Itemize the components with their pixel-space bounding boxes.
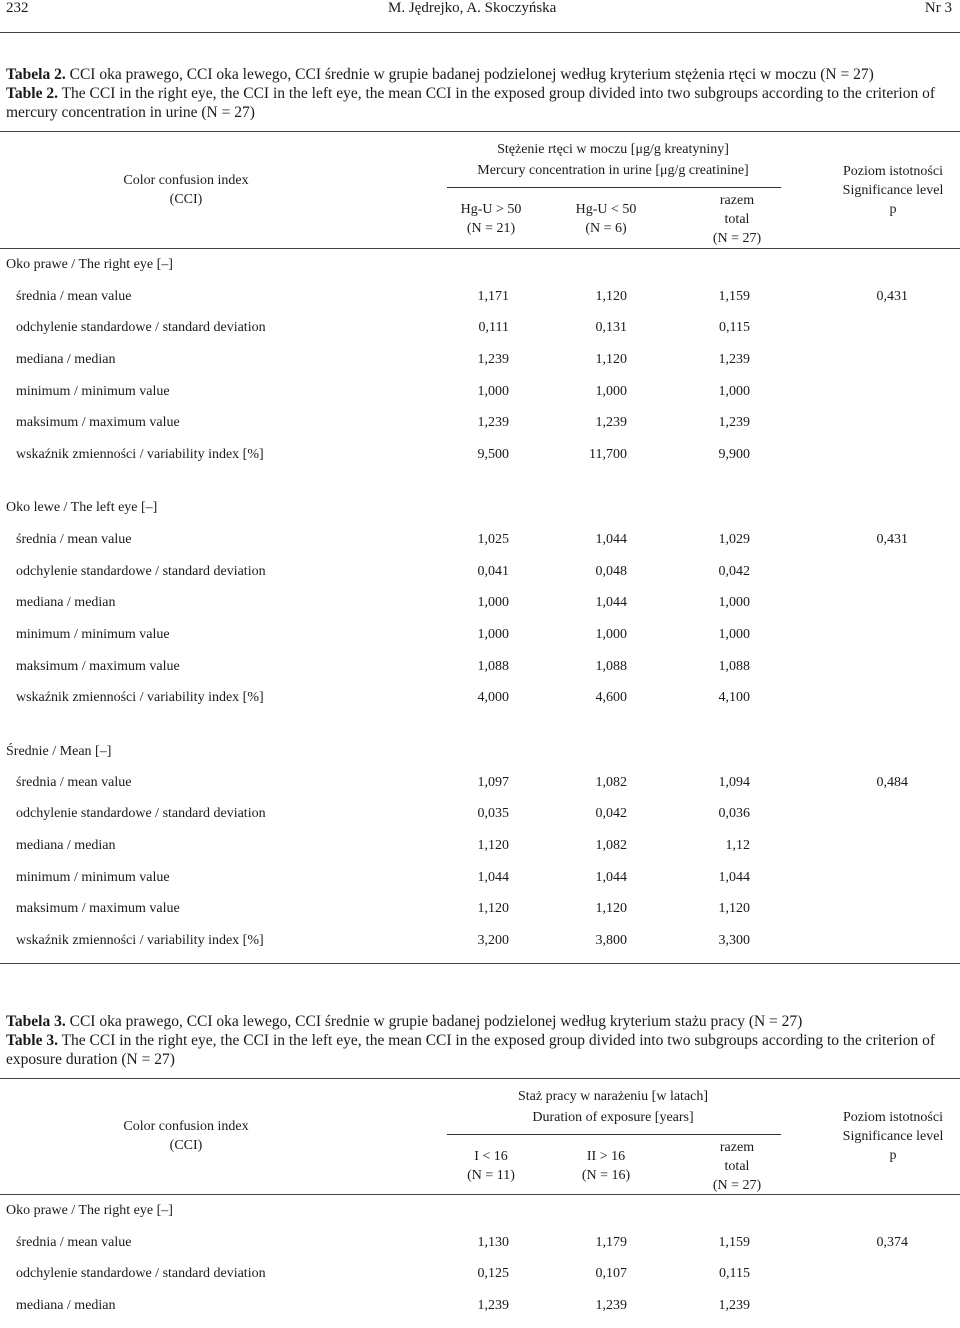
cell-col1: 1,000	[477, 595, 509, 610]
section-title: Średnie / Mean [–]	[6, 744, 112, 759]
cell-col2: 1,082	[595, 775, 627, 790]
cell-col2: 1,044	[595, 870, 627, 885]
cell-col3: 1,159	[718, 289, 750, 304]
cell-col1: 1,120	[477, 838, 509, 853]
cell-col2: 0,131	[595, 320, 627, 335]
group-head-en: Duration of exposure [years]	[532, 1110, 694, 1125]
cell-col1: 1,239	[477, 352, 509, 367]
section-title: Oko prawe / The right eye [–]	[6, 1203, 173, 1218]
header-rule	[0, 32, 960, 33]
group-head-rule	[447, 187, 781, 188]
table3-top-rule	[0, 1078, 960, 1079]
row-label: maksimum / maximum value	[16, 901, 180, 916]
running-authors: M. Jędrejko, A. Skoczyńska	[388, 0, 557, 16]
row-label: średnia / mean value	[16, 289, 132, 304]
table2-caption-pl	[6, 66, 956, 85]
cell-col1: 1,097	[477, 775, 509, 790]
cell-col3: 4,100	[718, 690, 750, 705]
cell-sig: 0,431	[876, 532, 908, 547]
cell-col3: 3,300	[718, 933, 750, 948]
table3-label-pl: Tabela 3.	[6, 1013, 66, 1030]
cell-col1: 1,000	[477, 627, 509, 642]
cell-col2: 1,000	[595, 384, 627, 399]
cell-col1: 0,125	[477, 1266, 509, 1281]
cell-col2: 1,088	[595, 659, 627, 674]
cell-col2: 4,600	[595, 690, 627, 705]
table2-head-rule	[0, 248, 960, 249]
table3-caption-en-text: The CCI in the right eye, the CCI in the left eye, the mean CCI in the exposed group divided into two subgroups according to the criterion of exposure duration (N = 27)	[6, 1032, 935, 1068]
sig-head: Poziom istotności Significance level p	[842, 1110, 944, 1163]
col1-head: I < 16 (N = 11)	[467, 1149, 515, 1183]
row-label: maksimum / maximum value	[16, 659, 180, 674]
cell-col2: 0,042	[595, 806, 627, 821]
col1-head: Hg-U > 50 (N = 21)	[460, 202, 522, 236]
sig-head: Poziom istotności Significance level p	[842, 164, 944, 217]
issue-number: Nr 3	[924, 0, 952, 16]
section-title: Oko lewe / The left eye [–]	[6, 500, 158, 515]
cell-col2: 1,239	[595, 415, 627, 430]
table2-caption-pl-text: CCI oka prawego, CCI oka lewego, CCI średnie w grupie badanej podzielonej według kryterium stężenia rtęci w moczu (N = 27)	[65, 66, 874, 83]
row-label: minimum / minimum value	[16, 870, 170, 885]
cell-sig: 0,484	[876, 775, 908, 790]
row-label: odchylenie standardowe / standard deviation	[16, 320, 266, 335]
cell-col2: 1,044	[595, 595, 627, 610]
cell-col3: 1,120	[718, 901, 750, 916]
cell-col1: 1,171	[477, 289, 509, 304]
row-label: odchylenie standardowe / standard deviation	[16, 806, 266, 821]
row-label: mediana / median	[16, 352, 116, 367]
group-head-pl: Stężenie rtęci w moczu [μg/g kreatyniny]	[497, 142, 729, 157]
cell-col3: 1,000	[718, 384, 750, 399]
col3-head: razem total (N = 27)	[712, 1140, 762, 1193]
cell-col2: 11,700	[589, 447, 627, 462]
row-label: minimum / minimum value	[16, 627, 170, 642]
cell-col2: 1,120	[595, 289, 627, 304]
col2-head: II > 16 (N = 16)	[581, 1149, 631, 1183]
cell-col2: 1,120	[595, 901, 627, 916]
row-label: średnia / mean value	[16, 532, 132, 547]
cell-col2: 1,044	[595, 532, 627, 547]
row-label: mediana / median	[16, 838, 116, 853]
group-head-rule	[447, 1134, 781, 1135]
cell-sig: 0,431	[876, 289, 908, 304]
row-label: średnia / mean value	[16, 775, 132, 790]
cell-col1: 1,239	[477, 415, 509, 430]
cell-col3: 0,036	[718, 806, 750, 821]
section-title: Oko prawe / The right eye [–]	[6, 257, 173, 272]
table2-bottom-rule	[0, 963, 960, 964]
row-label: minimum / minimum value	[16, 384, 170, 399]
cell-col3: 1,088	[718, 659, 750, 674]
cell-col1: 1,025	[477, 532, 509, 547]
cell-col3: 1,239	[718, 415, 750, 430]
row-label-head: Color confusion index (CCI)	[123, 1119, 249, 1153]
cell-col3: 0,115	[719, 1266, 750, 1281]
cell-col1: 4,000	[477, 690, 509, 705]
row-label-head: Color confusion index (CCI)	[123, 173, 249, 207]
cell-col2: 1,179	[595, 1235, 627, 1250]
cell-col2: 0,048	[595, 564, 627, 579]
cell-col1: 1,044	[477, 870, 509, 885]
row-label: średnia / mean value	[16, 1235, 132, 1250]
cell-col3: 1,000	[718, 595, 750, 610]
row-label: maksimum / maximum value	[16, 415, 180, 430]
table3-caption-pl	[6, 1013, 956, 1032]
cell-col1: 1,088	[477, 659, 509, 674]
cell-col1: 0,111	[478, 320, 509, 335]
page-number: 232	[6, 0, 29, 16]
row-label: odchylenie standardowe / standard deviation	[16, 1266, 266, 1281]
group-head-pl: Staż pracy w narażeniu [w latach]	[517, 1089, 709, 1104]
cell-col2: 1,000	[595, 627, 627, 642]
cell-sig: 0,374	[876, 1235, 908, 1250]
cell-col1: 1,239	[477, 1298, 509, 1313]
cell-col3: 1,159	[718, 1235, 750, 1250]
table2-caption-en-text: The CCI in the right eye, the CCI in the left eye, the mean CCI in the exposed group divided into two subgroups according to the criterion of mercury concentration in urine (N = 27)	[6, 85, 935, 121]
table2-label-pl: Tabela 2.	[6, 66, 66, 83]
col2-head: Hg-U < 50 (N = 6)	[575, 202, 637, 236]
cell-col2: 1,082	[595, 838, 627, 853]
cell-col2: 3,800	[595, 933, 627, 948]
row-label: mediana / median	[16, 1298, 116, 1313]
cell-col3: 1,12	[725, 838, 750, 853]
cell-col3: 1,239	[718, 352, 750, 367]
cell-col3: 1,029	[718, 532, 750, 547]
row-label: odchylenie standardowe / standard deviation	[16, 564, 266, 579]
table2-label-en: Table 2.	[6, 85, 58, 102]
cell-col3: 1,239	[718, 1298, 750, 1313]
table3-caption-en	[6, 1032, 956, 1069]
cell-col3: 0,042	[718, 564, 750, 579]
cell-col1: 0,041	[477, 564, 509, 579]
cell-col2: 0,107	[595, 1266, 627, 1281]
table3-label-en: Table 3.	[6, 1032, 58, 1049]
row-label: mediana / median	[16, 595, 116, 610]
table3-caption-pl-text: CCI oka prawego, CCI oka lewego, CCI średnie w grupie badanej podzielonej według kryterium stażu pracy (N = 27)	[65, 1013, 803, 1030]
cell-col1: 0,035	[477, 806, 509, 821]
cell-col3: 1,094	[718, 775, 750, 790]
row-label: wskaźnik zmienności / variability index [%]	[16, 690, 264, 705]
table3-head-rule	[0, 1194, 960, 1195]
col3-head: razem total (N = 27)	[712, 193, 762, 246]
cell-col1: 9,500	[477, 447, 509, 462]
cell-col3: 9,900	[718, 447, 750, 462]
cell-col1: 1,120	[477, 901, 509, 916]
cell-col3: 0,115	[719, 320, 750, 335]
row-label: wskaźnik zmienności / variability index [%]	[16, 933, 264, 948]
cell-col1: 1,130	[477, 1235, 509, 1250]
row-label: wskaźnik zmienności / variability index [%]	[16, 447, 264, 462]
cell-col2: 1,120	[595, 352, 627, 367]
cell-col2: 1,239	[595, 1298, 627, 1313]
cell-col1: 3,200	[477, 933, 509, 948]
table2-caption-en	[6, 85, 956, 122]
cell-col3: 1,000	[718, 627, 750, 642]
group-head-en: Mercury concentration in urine [μg/g creatinine]	[477, 163, 749, 178]
cell-col1: 1,000	[477, 384, 509, 399]
table2-top-rule	[0, 131, 960, 132]
cell-col3: 1,044	[718, 870, 750, 885]
